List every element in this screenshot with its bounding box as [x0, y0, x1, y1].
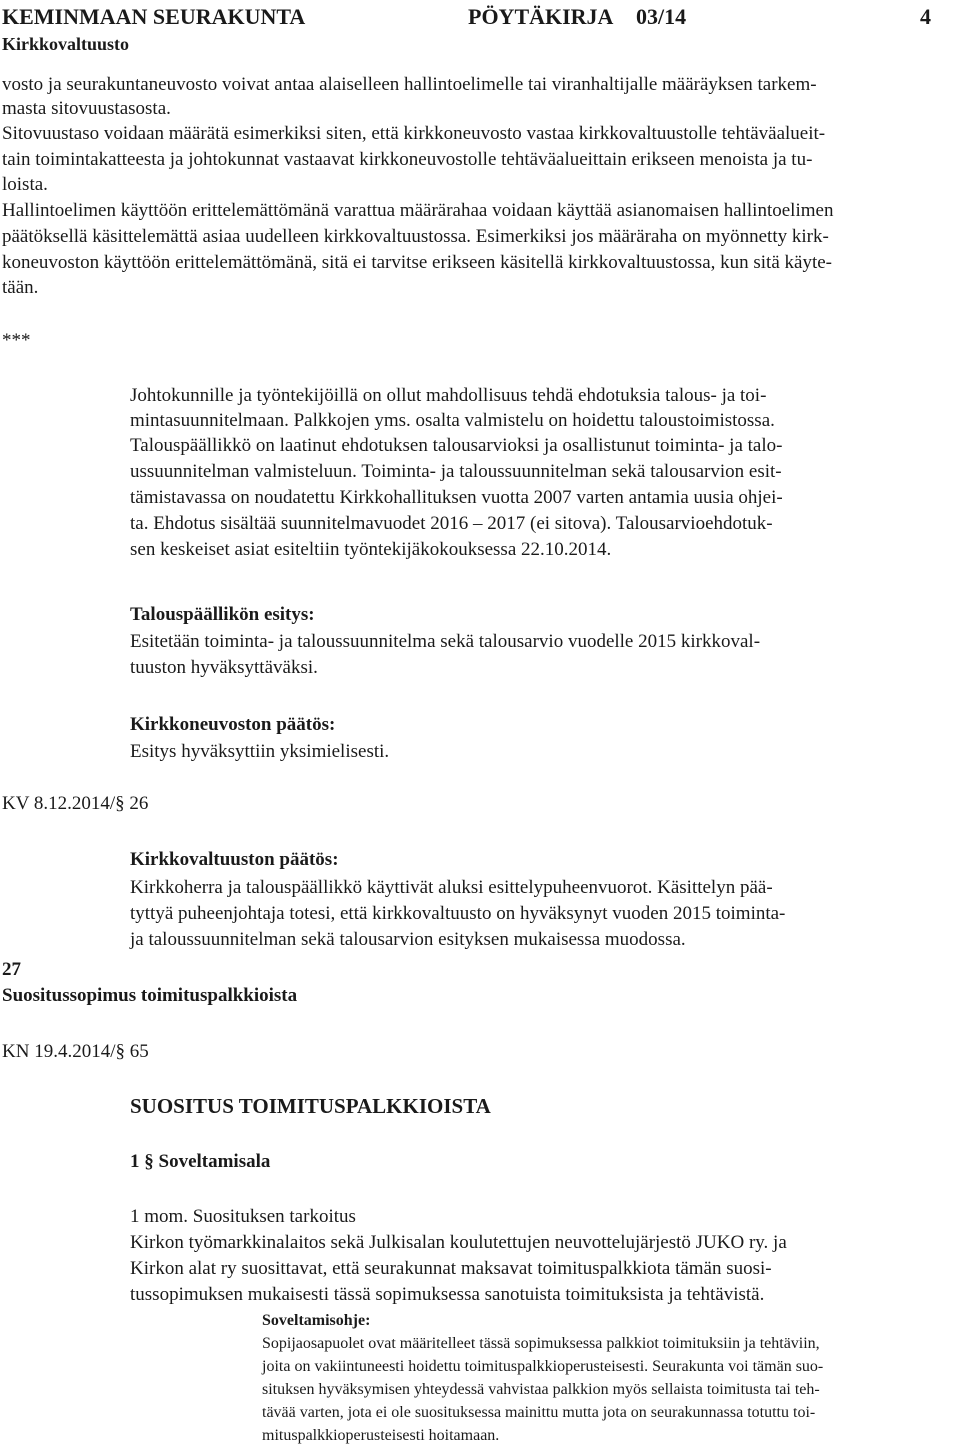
org-name: KEMINMAAN SEURAKUNTA [2, 4, 306, 29]
intro-line: tain toimintakatteesta ja johtokunnat vastaavat kirkkoneuvostolle tehtäväalueittain erikseen menoista ja tu- [2, 149, 813, 170]
assembly-decision-line: ja taloussuunnitelman sekä talousarvion esityksen mukaisessa muodossa. [130, 929, 686, 950]
recommendation-line: Kirkon työmarkkinalaitos sekä Julkisalan koulutettujen neuvottelujärjestö JUKO ry. ja [130, 1232, 787, 1253]
body-name: Kirkkovaltuusto [2, 34, 130, 54]
preparation-line: Johtokunnille ja työntekijöillä on ollut mahdollisuus tehdä ehdotuksia talous- ja toi- [130, 385, 767, 406]
preparation-line: Talouspäällikkö on laatinut ehdotuksen talousarvioksi ja osallistunut toiminta- ja talo- [130, 435, 783, 456]
intro-line: Hallintoelimen käyttöön erittelemättömänä varattua määrärahaa voidaan käyttää asianomaisen hallintoelimen [2, 200, 834, 221]
assembly-decision-line: tyttyä puheenjohtaja totesi, että kirkkovaltuusto on hyväksynyt vuoden 2015 toiminta- [130, 903, 786, 924]
council-decision-heading: Kirkkoneuvoston päätös: [130, 714, 336, 735]
guide-line: tävää varten, jota ei ole suosituksessa mainittu mutta jota on seurakunnassa totuttu toi- [262, 1404, 816, 1421]
document-number: 03/14 [636, 4, 687, 29]
intro-line: loista. [2, 174, 48, 195]
recommendation-line: Kirkon alat ry suosittavat, että seurakunnat maksavat toimituspalkkiota tämän suosi- [130, 1258, 772, 1279]
guide-heading: Soveltamisohje: [262, 1312, 371, 1329]
clause-heading: 1 § Soveltamisala [130, 1151, 271, 1172]
guide-line: Sopijaosapuolet ovat määritelleet tässä sopimuksessa palkkiot toimituksiin ja tehtäviin, [262, 1335, 820, 1352]
intro-line: tään. [2, 277, 39, 298]
preparation-line: ussuunnitelman valmisteluun. Toiminta- ja taloussuunnitelman sekä talousarvion esit- [130, 461, 782, 482]
kv-reference: KV 8.12.2014/§ 26 [2, 793, 149, 814]
council-decision-text: Esitys hyväksyttiin yksimielisesti. [130, 741, 390, 762]
intro-line: Sitovuustaso voidaan määrätä esimerkiksi siten, että kirkkoneuvosto vastaa kirkkovaltuustolle tehtäväalueit- [2, 123, 826, 144]
preparation-line: ta. Ehdotus sisältää suunnitelmavuodet 2016 – 2017 (ei sitova). Talousarvioehdotuk- [130, 513, 773, 534]
recommendation-title: SUOSITUS TOIMITUSPALKKIOISTA [130, 1094, 491, 1118]
document-type: PÖYTÄKIRJA [468, 4, 614, 29]
preparation-line: mintasuunnitelmaan. Palkkojen yms. osalta valmistelu on hoidettu taloustoimistossa. [130, 410, 775, 431]
intro-line: vosto ja seurakuntaneuvosto voivat antaa alaiselleen hallintoelimelle tai viranhaltijalle määräyksen tarkem- [2, 74, 817, 95]
proposal-heading: Talouspäällikön esitys: [130, 604, 315, 625]
intro-line: päätöksellä käsittelemättä asiaa uudelleen kirkkovaltuustossa. Esimerkiksi jos määräraha on myönnetty kirk- [2, 226, 829, 247]
section-title: Suositussopimus toimituspalkkioista [2, 985, 298, 1006]
recommendation-line: tussopimuksen mukaisesti tässä sopimuksessa sanotuista toimituksista ja tehtävistä. [130, 1284, 765, 1305]
page-number: 4 [920, 4, 931, 29]
preparation-line: tämistavassa on noudatettu Kirkkohallituksen vuotta 2007 varten antamia uusia ohjei- [130, 487, 783, 508]
kn-reference: KN 19.4.2014/§ 65 [2, 1041, 149, 1062]
preparation-line: sen keskeiset asiat esiteltiin työntekijäkokouksessa 22.10.2014. [130, 539, 612, 560]
proposal-line: Esitetään toiminta- ja taloussuunnitelma sekä talousarvio vuodelle 2015 kirkkoval- [130, 631, 761, 652]
assembly-decision-line: Kirkkoherra ja talouspäällikkö käyttivät aluksi esittelypuheenvuorot. Käsittelyn pää- [130, 877, 773, 898]
section-number: 27 [2, 959, 21, 980]
separator: *** [2, 330, 31, 351]
guide-line: joita on vakiintuneesti hoidettu toimituspalkkioperusteisesti. Seurakunta voi tämän suo- [262, 1358, 824, 1375]
guide-line: mituspalkkioperusteisesti hoitamaan. [262, 1427, 500, 1444]
intro-line: koneuvoston käyttöön erittelemättömänä, sitä ei tarvitse erikseen käsitellä kirkkovaltuustossa, kun sitä käyte- [2, 252, 832, 273]
moment-heading: 1 mom. Suosituksen tarkoitus [130, 1206, 356, 1227]
intro-line: masta sitovuustasosta. [2, 98, 171, 119]
guide-line: situksen hyväksymisen yhteydessä vahvistaa palkkion myös sellaista toimitusta tai teh- [262, 1381, 820, 1398]
assembly-decision-heading: Kirkkovaltuuston päätös: [130, 849, 339, 870]
proposal-line: tuuston hyväksyttäväksi. [130, 657, 318, 678]
